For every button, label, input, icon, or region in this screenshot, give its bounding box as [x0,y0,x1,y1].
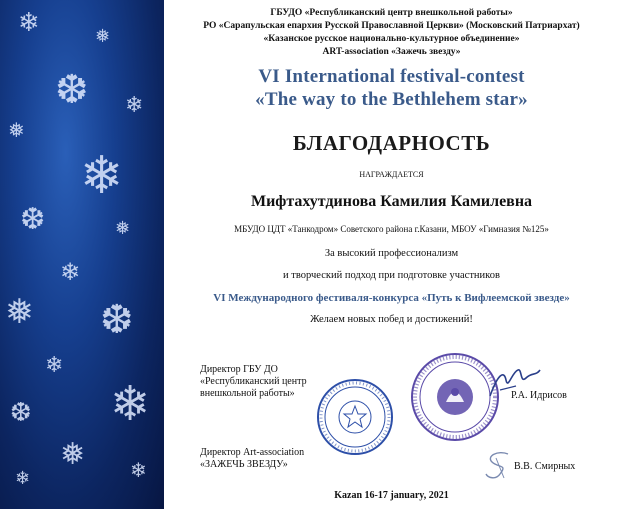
organizer-line-4: ART-association «Зажечь звезду» [322,47,461,57]
director2-title [200,447,304,471]
awarded-label: НАГРАЖДАЕТСЯ [359,170,424,179]
reason-line-2: и творческий подход при подготовке участников [283,270,500,281]
snowflake-icon: ❄ [110,376,151,432]
snowflake-icon: ❄ [130,458,147,482]
art-association-stamp [316,378,394,456]
snowflake-icon: ❄ [80,146,124,206]
snowflake-icon: ❆ [20,202,46,237]
signature-smirnykh [478,448,518,484]
award-title: БЛАГОДАРНОСТЬ [292,131,491,155]
organizer-line-3: «Казанское русское национально-культурное объединение» [263,34,520,44]
reason-line-4: Желаем новых побед и достижений! [310,314,473,325]
signature-idrisov [486,366,544,402]
director2-name: В.В. Смирных [514,461,576,472]
snowflake-icon: ❄ [18,8,40,38]
snowflake-icon: ❄ [125,93,144,118]
snowflake-icon: ❅ [95,26,111,47]
snowflake-icon: ❄ [45,353,64,378]
event-date-location: Kazan 16-17 january, 2021 [334,490,449,501]
snowflake-icon: ❅ [60,437,86,472]
snowflake-icon: ❄ [15,468,31,489]
organizer-line-1: ГБУДО «Республиканский центр внешкольной работы» [270,8,513,18]
director1-title [200,364,307,400]
festival-title-line-2: «The way to the Bethlehem star» [255,89,528,110]
director2-title-line-2: «ЗАЖЕЧЬ ЗВЕЗДУ» [200,459,288,470]
snowflake-icon: ❆ [10,398,32,428]
director1-name: Р.А. Идрисов [511,390,567,401]
snowflake-icon: ❆ [100,297,134,343]
director1-title-line-3: внешкольной работы» [200,388,295,399]
reason-line-1: За высокий профессионализм [324,248,459,259]
organizer-line-2: РО «Сарапульская епархия Русской Православной Церкви» (Московский Патриархат) [203,21,580,31]
snowflake-icon: ❅ [5,292,34,332]
reason-line-3: VI Международного фестиваля-конкурса «Путь к Вифлеемской звезде» [213,292,570,304]
snowflake-icon: ❆ [55,67,89,113]
certificate-sheet [164,0,619,509]
recipient-name: Мифтахутдинова Камилия Камилевна [250,193,533,210]
recipient-institution: МБУДО ЦДТ «Танкодром» Советского района г.Казани, МБОУ «Гимназия №125» [234,224,549,234]
director2-title-line-1: Директор Art-association [200,447,305,458]
snowflake-background-panel [0,0,164,509]
snowflake-icon: ❅ [8,118,25,142]
director1-title-line-1: Директор ГБУ ДО [200,364,278,375]
director1-title-line-2: «Республиканский центр [200,376,307,387]
snowflake-icon: ❅ [115,218,131,239]
snowflake-icon: ❄ [60,258,81,286]
festival-title-line-1: VI International festival-contest [258,66,525,87]
